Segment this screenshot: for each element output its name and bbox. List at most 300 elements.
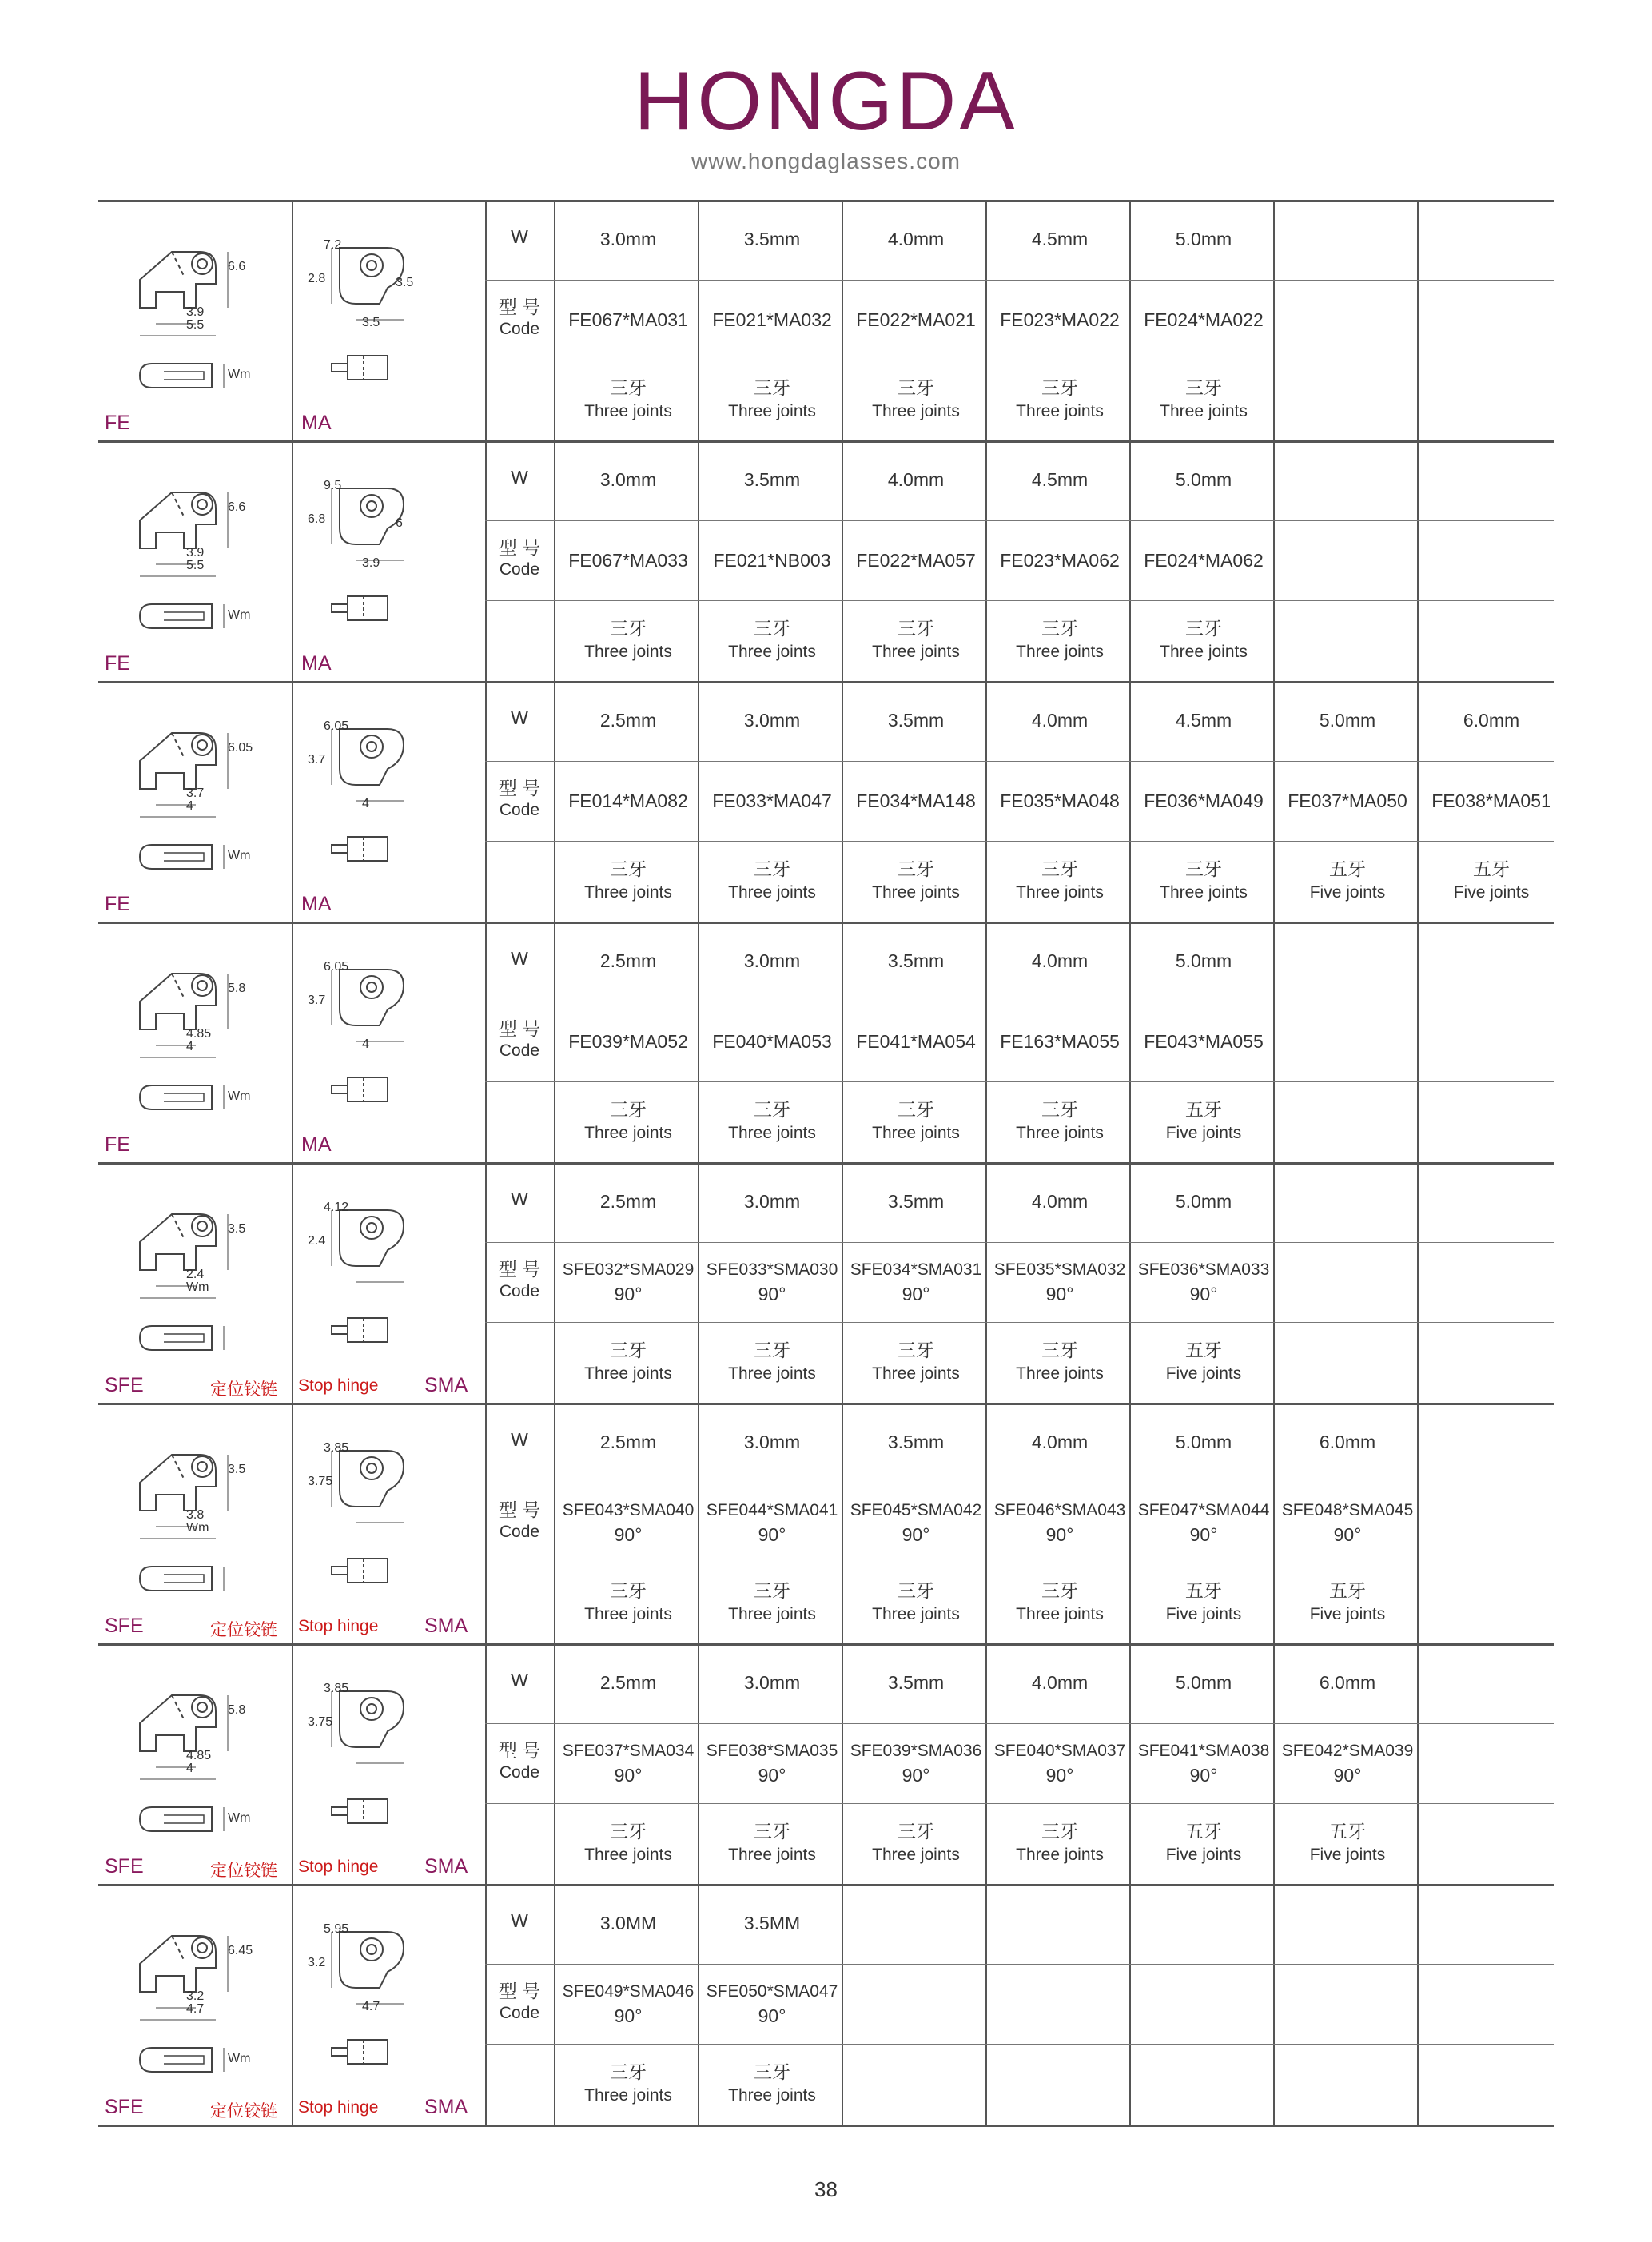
dimension-label: 3.9 — [186, 546, 205, 560]
stop-angle: 90° — [1189, 1524, 1218, 1545]
dimension-label: 4 — [362, 797, 369, 810]
dimension-label: 4 — [186, 799, 193, 813]
model-code-text: FE024*MA022 — [1144, 309, 1264, 330]
column-divider — [554, 681, 555, 922]
joint-type — [557, 857, 699, 905]
model-code-text: FE043*MA055 — [1144, 1031, 1264, 1052]
joint-type-cn: 五牙 — [1185, 1340, 1222, 1360]
width-row-label: W — [511, 226, 528, 247]
block-divider — [98, 440, 1554, 443]
joint-type-en: Five joints — [1453, 883, 1530, 902]
dimension-label: 3.85 — [324, 1441, 349, 1455]
stop-angle: 90° — [1333, 1524, 1362, 1545]
joint-type — [557, 1579, 699, 1627]
dimension-label: 4.85 — [186, 1027, 212, 1041]
joint-type-en: Three joints — [872, 1846, 960, 1864]
width-value: 5.0mm — [1175, 1432, 1232, 1452]
joint-type-en: Three joints — [1160, 402, 1248, 420]
joint-type-cn: 三牙 — [754, 1099, 790, 1120]
joint-type-cn: 五牙 — [1329, 1821, 1366, 1842]
model-code — [989, 789, 1131, 813]
stop-angle: 90° — [614, 1524, 643, 1545]
code-row-label — [485, 296, 554, 340]
model-code — [557, 1258, 699, 1306]
hinge-block — [98, 440, 1554, 681]
code-label-cn: 型 号 — [498, 537, 541, 558]
model-code — [1133, 548, 1275, 572]
dimension-label: 4.7 — [362, 2000, 380, 2013]
stop-angle: 90° — [758, 1765, 786, 1786]
dimension-label: 3.2 — [186, 1989, 205, 2003]
left-part-label: FE — [105, 893, 130, 915]
stop-angle: 90° — [1189, 1765, 1218, 1786]
right-part-label: MA — [301, 412, 332, 434]
stop-hinge-label-en: Stop hinge — [298, 1858, 379, 1876]
width-value: 3.5MM — [743, 1913, 801, 1933]
dimension-label: 4.12 — [324, 1201, 349, 1214]
code-label-en: Code — [499, 560, 540, 579]
hinge-block — [98, 200, 1554, 440]
joint-type-en: Five joints — [1309, 883, 1386, 902]
column-divider — [1273, 1884, 1275, 2125]
dimension-label: Wm — [228, 849, 251, 862]
stop-angle: 90° — [902, 1524, 930, 1545]
joint-type — [557, 1819, 699, 1867]
model-code-text: SFE048*SMA045 — [1281, 1501, 1414, 1519]
column-divider — [292, 1162, 293, 1403]
model-code — [845, 1258, 987, 1306]
width-value: 3.0mm — [743, 1672, 801, 1693]
joint-type — [701, 376, 843, 424]
width-value: 3.0MM — [599, 1913, 657, 1933]
code-label-en: Code — [499, 1282, 540, 1300]
joint-type-en: Three joints — [584, 402, 672, 420]
model-code — [845, 789, 987, 813]
joint-type-cn: 三牙 — [1041, 858, 1078, 879]
dimension-label: 6.8 — [308, 512, 326, 526]
width-row-label: W — [511, 1910, 528, 1931]
joint-type — [1133, 1579, 1275, 1627]
model-code-text: SFE036*SMA033 — [1137, 1260, 1270, 1279]
model-code — [989, 1739, 1131, 1787]
model-code-text: FE023*MA062 — [1000, 550, 1120, 571]
stop-hinge-label-cn: 定位铰链 — [210, 1621, 277, 1639]
width-value: 3.0mm — [743, 1432, 801, 1452]
dimension-label: Wm — [228, 368, 251, 381]
model-code — [557, 1980, 699, 2028]
model-code-text: FE034*MA148 — [856, 790, 976, 811]
dimension-label: 6.05 — [324, 719, 349, 733]
width-value: 4.0mm — [887, 229, 945, 249]
code-label-cn: 型 号 — [498, 297, 541, 317]
model-code — [701, 789, 843, 813]
joint-type-cn: 五牙 — [1329, 1580, 1366, 1601]
joint-type-cn: 三牙 — [610, 618, 647, 639]
model-code-text: SFE039*SMA036 — [850, 1742, 982, 1760]
joint-type-cn: 三牙 — [898, 1340, 934, 1360]
joint-type-en: Three joints — [872, 1124, 960, 1142]
model-code-text: SFE042*SMA039 — [1281, 1742, 1414, 1760]
joint-type-cn: 三牙 — [898, 618, 934, 639]
page-number: 38 — [814, 2177, 838, 2201]
joint-type — [845, 857, 987, 905]
model-code — [989, 1258, 1131, 1306]
joint-type-cn: 三牙 — [610, 2061, 647, 2082]
model-code — [557, 789, 699, 813]
width-value: 5.0mm — [1175, 469, 1232, 490]
block-divider — [98, 1884, 1554, 1886]
column-divider — [554, 922, 555, 1162]
joint-type — [557, 1097, 699, 1145]
model-code — [701, 548, 843, 572]
column-divider — [1417, 1884, 1419, 2125]
width-row-label: W — [511, 948, 528, 969]
dimension-label: 3.5 — [228, 1463, 246, 1476]
joint-type-cn: 三牙 — [610, 1821, 647, 1842]
joint-type — [557, 2060, 699, 2108]
column-divider — [554, 1884, 555, 2125]
joint-type-cn: 三牙 — [754, 377, 790, 398]
dimension-label: 2.4 — [186, 1268, 205, 1281]
width-value: 4.0mm — [1031, 1672, 1089, 1693]
model-code-text: FE035*MA048 — [1000, 790, 1120, 811]
width-row-label: W — [511, 1189, 528, 1209]
width-value: 5.0mm — [1175, 1672, 1232, 1693]
model-code — [989, 1499, 1131, 1547]
width-value: 4.5mm — [1031, 229, 1089, 249]
dimension-label: 3.9 — [362, 556, 380, 570]
model-code — [1133, 1258, 1275, 1306]
model-code-text: FE023*MA022 — [1000, 309, 1120, 330]
joint-type-en: Five joints — [1165, 1364, 1242, 1383]
joint-type-en: Three joints — [1160, 643, 1248, 661]
model-code-text: FE039*MA052 — [568, 1031, 688, 1052]
width-value: 3.5mm — [743, 229, 801, 249]
dimension-label: 4 — [186, 1040, 193, 1053]
joint-type — [1276, 1579, 1419, 1627]
dimension-label: 3.7 — [308, 994, 326, 1007]
dimension-label: 6.05 — [228, 741, 253, 755]
model-code — [845, 1029, 987, 1053]
joint-type — [1133, 1819, 1275, 1867]
model-code-text: SFE046*SMA043 — [993, 1501, 1126, 1519]
dimension-label: 6.05 — [324, 960, 349, 974]
stop-angle: 90° — [902, 1765, 930, 1786]
model-code-text: FE037*MA050 — [1288, 790, 1407, 811]
joint-type-en: Five joints — [1165, 1846, 1242, 1864]
left-part-label: SFE — [105, 1374, 144, 1396]
model-code-text: SFE049*SMA046 — [562, 1982, 695, 2001]
width-value: 4.0mm — [1031, 1432, 1089, 1452]
code-label-en: Code — [499, 320, 540, 338]
right-part-label: MA — [301, 893, 332, 915]
code-row-label — [485, 777, 554, 822]
joint-type-en: Three joints — [1160, 883, 1248, 902]
model-code — [557, 1739, 699, 1787]
joint-type-cn: 五牙 — [1329, 858, 1366, 879]
joint-type — [1133, 1338, 1275, 1386]
dimension-label: 3.75 — [308, 1475, 333, 1488]
row-divider — [485, 2044, 1554, 2045]
joint-type-en: Three joints — [1016, 1846, 1104, 1864]
joint-type — [701, 2060, 843, 2108]
model-code — [557, 308, 699, 332]
column-divider — [292, 440, 293, 681]
stop-angle: 90° — [758, 1284, 786, 1304]
block-divider — [98, 200, 1554, 202]
width-value: 2.5mm — [599, 1432, 657, 1452]
stop-hinge-label-cn: 定位铰链 — [210, 1380, 277, 1399]
joint-type-en: Three joints — [584, 1364, 672, 1383]
dimension-label: 7.2 — [324, 238, 342, 252]
joint-type-cn: 三牙 — [898, 1821, 934, 1842]
code-label-en: Code — [499, 1523, 540, 1541]
joint-type-en: Three joints — [728, 1124, 816, 1142]
model-code-text: SFE043*SMA040 — [562, 1501, 695, 1519]
joint-type — [701, 1819, 843, 1867]
joint-type — [1133, 857, 1275, 905]
joint-type — [989, 1819, 1131, 1867]
code-label-en: Code — [499, 2004, 540, 2022]
row-divider — [485, 761, 1554, 762]
joint-type — [557, 1338, 699, 1386]
model-code — [1133, 789, 1275, 813]
code-label-cn: 型 号 — [498, 1499, 541, 1520]
width-value: 4.5mm — [1031, 469, 1089, 490]
row-divider — [485, 1803, 1554, 1804]
row-divider — [485, 520, 1554, 521]
stop-angle: 90° — [614, 1284, 643, 1304]
model-code — [1133, 1499, 1275, 1547]
hinge-block — [98, 681, 1554, 922]
right-part-label: SMA — [424, 1855, 468, 1878]
right-part-label: SMA — [424, 2096, 468, 2118]
width-value: 3.5mm — [887, 1672, 945, 1693]
model-code-text: FE022*MA021 — [856, 309, 976, 330]
joint-type-cn: 五牙 — [1185, 1580, 1222, 1601]
model-code-text: SFE034*SMA031 — [850, 1260, 982, 1279]
joint-type-en: Three joints — [1016, 643, 1104, 661]
width-value: 3.0mm — [743, 710, 801, 731]
joint-type-en: Three joints — [728, 643, 816, 661]
dimension-label: 3.5 — [362, 316, 380, 329]
code-row-label — [485, 1499, 554, 1543]
dimension-label: 9.5 — [324, 479, 342, 492]
dimension-label: 2.4 — [308, 1234, 326, 1248]
width-value: 5.0mm — [1175, 1191, 1232, 1212]
joint-type-en: Five joints — [1309, 1846, 1386, 1864]
joint-type-en: Three joints — [728, 402, 816, 420]
joint-type-cn: 五牙 — [1473, 858, 1510, 879]
width-row-label: W — [511, 707, 528, 728]
row-divider — [485, 1723, 1554, 1724]
stop-angle: 90° — [758, 2005, 786, 2026]
joint-type — [989, 616, 1131, 664]
column-divider — [1417, 922, 1419, 1162]
joint-type — [1133, 376, 1275, 424]
block-divider — [98, 1162, 1554, 1165]
left-part-label: FE — [105, 652, 130, 675]
model-code-text: FE022*MA057 — [856, 550, 976, 571]
joint-type — [989, 376, 1131, 424]
joint-type — [557, 616, 699, 664]
stop-angle: 90° — [614, 2005, 643, 2026]
model-code — [701, 1980, 843, 2028]
width-value: 3.5mm — [887, 950, 945, 971]
dimension-label: 3.75 — [308, 1715, 333, 1729]
code-label-en: Code — [499, 801, 540, 819]
dimension-label: Wm — [186, 1280, 209, 1294]
model-code-text: FE014*MA082 — [568, 790, 688, 811]
width-row-label: W — [511, 1670, 528, 1690]
dimension-label: 6.6 — [228, 260, 246, 273]
dimension-label: 4.85 — [186, 1749, 212, 1762]
joint-type-cn: 三牙 — [610, 377, 647, 398]
model-code — [1276, 1739, 1419, 1787]
joint-type — [989, 1338, 1131, 1386]
model-code — [989, 1029, 1131, 1053]
column-divider — [292, 1403, 293, 1643]
joint-type-en: Three joints — [728, 1364, 816, 1383]
joint-type-cn: 三牙 — [754, 1821, 790, 1842]
stop-hinge-label-en: Stop hinge — [298, 1376, 379, 1395]
joint-type — [557, 376, 699, 424]
joint-type — [1133, 1097, 1275, 1145]
joint-type-cn: 三牙 — [1041, 1099, 1078, 1120]
column-divider — [554, 200, 555, 440]
left-part-label: SFE — [105, 1615, 144, 1637]
model-code-text: FE041*MA054 — [856, 1031, 976, 1052]
code-label-cn: 型 号 — [498, 778, 541, 798]
model-code-text: FE021*MA032 — [712, 309, 832, 330]
model-code — [701, 1739, 843, 1787]
model-code — [701, 308, 843, 332]
width-row-label: W — [511, 467, 528, 488]
model-code — [845, 308, 987, 332]
code-row-label — [485, 1980, 554, 2025]
row-divider — [485, 841, 1554, 842]
table-bottom-border — [98, 2125, 1554, 2127]
model-code-text: SFE044*SMA041 — [706, 1501, 838, 1519]
dimension-label: 3.5 — [228, 1222, 246, 1236]
joint-type-cn: 三牙 — [610, 1340, 647, 1360]
joint-type-cn: 五牙 — [1185, 1099, 1222, 1120]
joint-type-cn: 三牙 — [754, 1340, 790, 1360]
joint-type-cn: 三牙 — [898, 1099, 934, 1120]
joint-type-en: Three joints — [1016, 1364, 1104, 1383]
dimension-label: 6.45 — [228, 1944, 253, 1957]
joint-type-cn: 三牙 — [898, 1580, 934, 1601]
dimension-label: 4.7 — [186, 2002, 205, 2016]
width-value: 4.0mm — [1031, 1191, 1089, 1212]
column-divider — [292, 1643, 293, 1884]
stop-angle: 90° — [1333, 1765, 1362, 1786]
code-label-cn: 型 号 — [498, 1259, 541, 1280]
model-code-text: SFE038*SMA035 — [706, 1742, 838, 1760]
width-value: 4.5mm — [1175, 710, 1232, 731]
joint-type — [701, 1097, 843, 1145]
joint-type-en: Three joints — [872, 883, 960, 902]
block-divider — [98, 1643, 1554, 1646]
model-code-text: SFE041*SMA038 — [1137, 1742, 1270, 1760]
joint-type — [1420, 857, 1562, 905]
model-code-text: FE033*MA047 — [712, 790, 832, 811]
model-code-text: FE021*NB003 — [713, 550, 831, 571]
stop-hinge-label-cn: 定位铰链 — [210, 2102, 277, 2121]
dimension-label: 4 — [186, 1762, 193, 1775]
joint-type-cn: 三牙 — [754, 1580, 790, 1601]
joint-type — [989, 1579, 1131, 1627]
width-value: 4.0mm — [1031, 950, 1089, 971]
joint-type-en: Five joints — [1165, 1124, 1242, 1142]
width-value: 4.0mm — [887, 469, 945, 490]
model-code — [989, 548, 1131, 572]
left-part-label: SFE — [105, 2096, 144, 2118]
width-value: 5.0mm — [1319, 710, 1376, 731]
width-value: 3.5mm — [887, 710, 945, 731]
joint-type-en: Three joints — [872, 643, 960, 661]
right-part-label: MA — [301, 652, 332, 675]
model-code-text: SFE032*SMA029 — [562, 1260, 695, 1279]
joint-type-en: Five joints — [1165, 1605, 1242, 1623]
joint-type — [989, 1097, 1131, 1145]
column-divider — [554, 1403, 555, 1643]
column-divider — [1417, 1162, 1419, 1403]
model-code-text: SFE033*SMA030 — [706, 1260, 838, 1279]
joint-type — [701, 857, 843, 905]
width-value: 5.0mm — [1175, 950, 1232, 971]
block-divider — [98, 1403, 1554, 1405]
dimension-label: Wm — [228, 2052, 251, 2065]
right-part-label: SMA — [424, 1374, 468, 1396]
stop-angle: 90° — [758, 1524, 786, 1545]
column-divider — [292, 200, 293, 440]
model-code-text: FE067*MA033 — [568, 550, 688, 571]
joint-type-en: Three joints — [584, 1846, 672, 1864]
joint-type-cn: 三牙 — [1041, 1821, 1078, 1842]
dimension-label: Wm — [186, 1521, 209, 1535]
model-code — [1420, 789, 1562, 813]
dimension-label: Wm — [228, 608, 251, 622]
dimension-label: Wm — [228, 1811, 251, 1825]
column-divider — [292, 922, 293, 1162]
row-divider — [485, 1964, 1554, 1965]
joint-type — [845, 1819, 987, 1867]
block-divider — [98, 922, 1554, 924]
model-code-text: SFE040*SMA037 — [993, 1742, 1126, 1760]
model-code-text: FE038*MA051 — [1431, 790, 1551, 811]
joint-type-en: Three joints — [584, 1124, 672, 1142]
code-label-cn: 型 号 — [498, 1981, 541, 2001]
column-divider — [1129, 1884, 1131, 2125]
row-divider — [485, 1081, 1554, 1082]
joint-type-en: Three joints — [584, 2086, 672, 2105]
joint-type-cn: 三牙 — [1185, 618, 1222, 639]
model-code-text: SFE050*SMA047 — [706, 1982, 838, 2001]
hinge-block — [98, 922, 1554, 1162]
code-row-label — [485, 1258, 554, 1303]
row-divider — [485, 1242, 1554, 1243]
hinge-block — [98, 1643, 1554, 1884]
dimension-label: 4 — [362, 1037, 369, 1051]
code-row-label — [485, 1739, 554, 1784]
right-part-label: SMA — [424, 1615, 468, 1637]
width-value: 2.5mm — [599, 950, 657, 971]
joint-type — [845, 1579, 987, 1627]
code-label-cn: 型 号 — [498, 1740, 541, 1761]
joint-type-en: Three joints — [728, 1846, 816, 1864]
joint-type-en: Three joints — [584, 883, 672, 902]
